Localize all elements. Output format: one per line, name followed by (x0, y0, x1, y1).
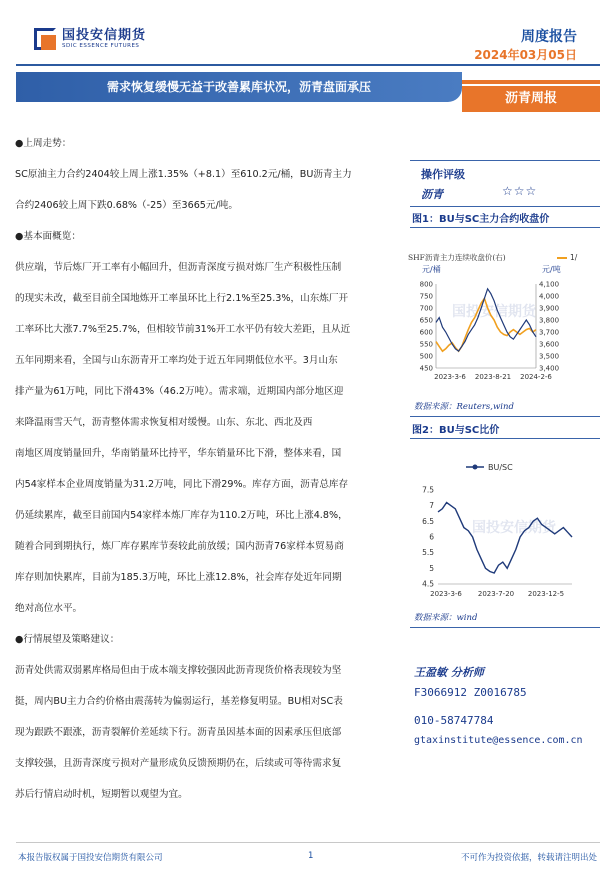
figure-2-title: 图2：BU与SC比价 (412, 425, 500, 436)
body-line: 排产量为61万吨，同比下滑43%（46.2万吨）。需求端，近期国内部分地区迎 (15, 386, 344, 397)
body-line: 挺，周内BU主力合约价格由震荡转为偏弱运行，基差修复明显。BU相对SC表 (15, 696, 343, 707)
chart-watermark: 国投安信期货 (472, 520, 556, 536)
chart1-series-bu (436, 289, 536, 351)
body-line: 五年同期来看，全国与山东沥青开工率均处于近五年同期低位水平。3月山东 (15, 355, 338, 366)
chart1-left-tick-label: 550 (419, 340, 433, 349)
figure-1-chart (404, 244, 604, 390)
footer-divider (16, 842, 600, 843)
logo-text-en: SDIC ESSENCE FUTURES (62, 43, 140, 49)
chart2-y-tick-label: 4.5 (422, 579, 434, 589)
chart2-y-tick-label: 7 (429, 501, 434, 511)
body-line: 苏后行情启动时机，短期暂以观望为宜。 (15, 789, 188, 800)
body-line: 南地区周度销量回升，华南销量环比持平，华东销量环比下滑，整体来看，国 (15, 448, 342, 459)
analyst-email[interactable]: gtaxinstitute@essence.com.cn (414, 735, 583, 746)
op-rating-item: 沥青 (421, 188, 443, 201)
chart1-right-tick-label: 3,400 (539, 364, 560, 373)
chart2-x-tick-label: 2023-12-5 (527, 590, 565, 598)
chart1-x-tick-label: 2023-3-6 (434, 373, 466, 381)
chart1-right-tick-label: 3,800 (539, 316, 560, 325)
figure-2-source: 数据来源：wind (414, 613, 478, 623)
body-line: 来降温雨雪天气，沥青整体需求恢复相对缓慢。山东、东北、西北及西 (15, 417, 313, 428)
section-heading-fundamentals: ●基本面概览： (15, 231, 81, 242)
body-line: 绝对高位水平。 (15, 603, 83, 614)
footer-copyright: 本报告版权属于国投安信期货有限公司 (18, 853, 163, 863)
body-line: 现为跟跌不跟涨，沥青裂解价差延续下行。沥青虽因基本面的因素承压但底部 (15, 727, 342, 738)
body-line: SC原油主力合约2404较上周上涨1.35%（+8.1）至610.2元/桶，BU沥青主力 (15, 169, 352, 180)
chart2-y-tick-label: 7.5 (422, 485, 434, 495)
chart1-left-tick-label: 800 (419, 280, 433, 289)
side-divider (410, 627, 600, 628)
tag-stripe (462, 80, 600, 84)
body-line: 库存则加快累库，目前为185.3万吨，环比上涨12.8%，社会库存处近年同期 (15, 572, 342, 583)
report-type: 周度报告 (521, 29, 577, 45)
section-heading-trend: ●上周走势： (15, 138, 72, 149)
chart1-right-tick-label: 4,100 (539, 280, 560, 289)
chart1-left-tick-label: 600 (419, 328, 433, 337)
chart1-left-tick-label: 750 (419, 292, 433, 301)
side-divider (410, 416, 600, 417)
figure-2-chart (404, 452, 604, 602)
body-line: 随着合同到期执行，炼厂库存累库节奏较此前放缓；国内沥青76家样本贸易商 (15, 541, 344, 552)
body-line: 的现实未改，截至目前全国地炼开工率虽环比上行2.1%至25.3%，山东炼厂开 (15, 293, 349, 304)
body-line: 沥青处供需双弱累库格局但由于成本端支撑较强因此沥青现货价格表现较为坚 (15, 665, 342, 676)
side-divider (410, 438, 600, 439)
side-divider (410, 227, 600, 228)
logo-mark-icon (34, 28, 56, 50)
page-number: 1 (308, 851, 314, 861)
body-line: 合约2406较上周下跌0.68%（-25）至3665元/吨。 (15, 200, 238, 211)
figure-1-source: 数据来源：Reuters,wind (414, 402, 514, 412)
side-divider (410, 206, 600, 207)
chart1-x-tick-label: 2024-2-6 (520, 373, 552, 381)
chart2-x-tick-label: 2023-3-6 (430, 590, 462, 598)
analyst-phone: 010-58747784 (414, 714, 494, 727)
chart2-x-tick-label: 2023-7-20 (477, 590, 515, 598)
body-line: 仍延续累库，截至目前国内54家样本炼厂库存为110.2万吨，环比上涨4.8%， (15, 510, 348, 521)
company-logo (34, 28, 146, 50)
star-rating-icon: ☆☆☆ (502, 184, 538, 198)
chart2-legend-marker (473, 465, 478, 470)
footer-disclaimer: 不可作为投资依据，转载请注明出处 (460, 853, 597, 863)
chart1-left-tick-label: 650 (419, 316, 433, 325)
chart2-y-tick-label: 5.5 (422, 548, 434, 558)
chart1-legend-bu: SHF沥青主力连续收盘价(右) (408, 253, 506, 262)
chart2-y-tick-label: 5 (429, 563, 434, 573)
chart1-left-tick-label: 450 (419, 364, 433, 373)
report-title: 需求恢复缓慢无益于改善累库状况，沥青盘面承压 (16, 72, 462, 102)
analyst-license: F3066912 Z0016785 (414, 686, 527, 699)
chart1-right-tick-label: 3,900 (539, 304, 560, 313)
figure-1-title: 图1：BU与SC主力合约收盘价 (412, 214, 550, 225)
chart1-left-tick-label: 500 (419, 352, 433, 361)
chart1-right-tick-label: 3,700 (539, 328, 560, 337)
chart1-legend-sc: 1/ (570, 253, 578, 262)
chart1-x-tick-label: 2023-8-21 (474, 373, 512, 381)
chart-watermark: 国投安信期货 (452, 304, 536, 320)
chart2-series-bu-sc (438, 503, 572, 574)
analyst-name: 王盈敏 分析师 (414, 666, 484, 679)
logo-text-cn: 国投安信期货 (62, 28, 147, 43)
chart1-left-unit: 元/桶 (422, 265, 441, 274)
chart2-y-tick-label: 6 (429, 532, 434, 542)
chart1-right-tick-label: 4,000 (539, 292, 560, 301)
chart2-legend: BU/SC (488, 463, 513, 472)
chart1-left-tick-label: 700 (419, 304, 433, 313)
body-line: 工率环比大涨7.7%至25.7%，但相较节前31%开工水平仍有较大差距，且从近 (15, 324, 351, 335)
header-divider (16, 64, 600, 66)
chart1-right-unit: 元/吨 (542, 265, 561, 274)
main-content (15, 128, 385, 810)
chart2-y-tick-label: 6.5 (422, 516, 434, 526)
chart1-right-tick-label: 3,600 (539, 340, 560, 349)
body-line: 内54家样本企业周度销量为31.2万吨，同比下滑29%。库存方面，沥青总库存 (15, 479, 349, 490)
op-rating-title: 操作评级 (421, 168, 465, 181)
report-tag: 沥青周报 (462, 86, 600, 112)
side-divider (410, 160, 600, 161)
chart1-right-tick-label: 3,500 (539, 352, 560, 361)
section-heading-outlook: ●行情展望及策略建议： (15, 634, 120, 645)
body-line: 供应端，节后炼厂开工率有小幅回升，但沥青深度亏损对炼厂生产积极性压制 (15, 262, 342, 273)
report-date: 2024年03月05日 (474, 48, 577, 62)
body-line: 支撑较强，且沥青深度亏损对产量形成负反馈预期仍在，后续或可等待需求复 (15, 758, 342, 769)
